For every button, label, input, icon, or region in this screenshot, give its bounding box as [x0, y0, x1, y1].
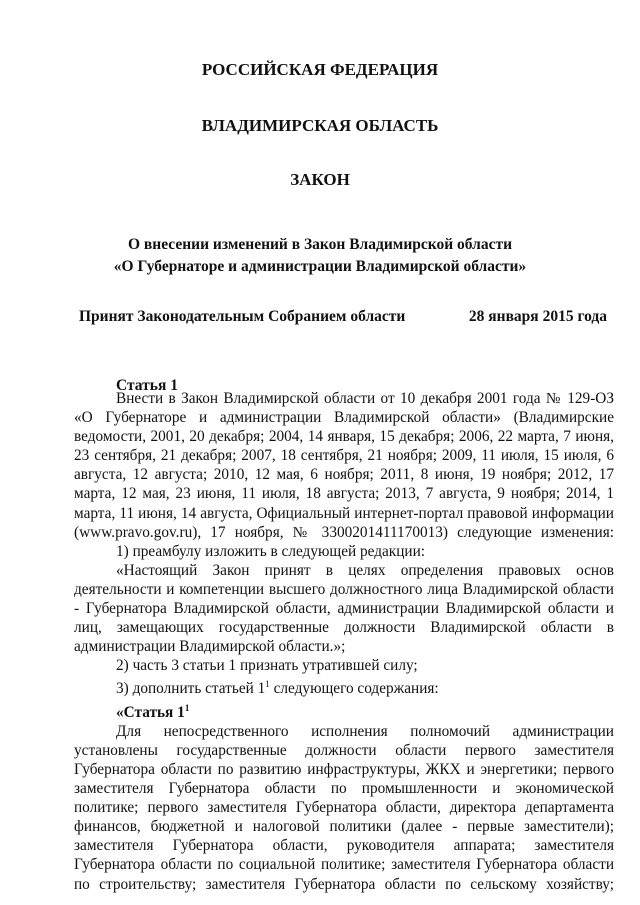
- text-fragment: 3) дополнить статьей 1: [116, 680, 266, 698]
- adoption-text: Принят Законодательным Собранием области: [79, 308, 406, 325]
- superscript: 1: [184, 702, 190, 713]
- text-line: по строительству; заместителя Губернатора области по сельскому хозяйству;: [74, 875, 614, 893]
- text-line: заместителя Губернатора области, руководителя аппарата; заместителя: [74, 837, 614, 855]
- text-line: марта, 12 мая, 23 июня, 11 июля, 18 августа; 2013, 7 августа, 9 ноября; 2014, 1: [74, 485, 614, 503]
- text-line: «О Губернаторе и администрации Владимирской области» (Владимирские: [74, 409, 614, 427]
- article-1-title: Статья 1: [116, 377, 178, 394]
- text-line: 2) часть 3 статьи 1 признать утратившей силу;: [116, 657, 418, 675]
- article-1-body: [74, 389, 614, 894]
- text-line: - Губернатора Владимирской области, администрации Владимирской области и: [74, 600, 614, 618]
- region-heading: ВЛАДИМИРСКАЯ ОБЛАСТЬ: [201, 116, 439, 135]
- text-line: августа, 12 августа; 2010, 12 мая, 6 ноября; 2011, 8 июня, 19 ноября; 2012, 17: [74, 466, 614, 484]
- text-line: Губернатора области по развитию инфраструктуры, ЖКХ и энергетики; первого: [74, 760, 614, 778]
- adoption-line: [79, 308, 607, 326]
- text-line: Губернатора области по социальной политике; заместителя Губернатора области: [74, 856, 614, 874]
- new-article-title: «Статья 1: [116, 703, 185, 721]
- federation-heading: РОССИЙСКАЯ ФЕДЕРАЦИЯ: [201, 60, 439, 79]
- text-line: ведомости, 2001, 20 декабря; 2004, 14 января, 15 декабря; 2006, 22 марта, 7 июня,: [74, 428, 614, 446]
- text-line: 1) преамбулу изложить в следующей редакции:: [116, 542, 426, 560]
- adoption-date: 28 января 2015 года: [468, 308, 607, 325]
- text-line: [74, 675, 614, 698]
- text-line: «Настоящий Закон принят в целях определения правовых основ: [116, 561, 614, 579]
- text-line: Внести в Закон Владимирской области от 10 декабря 2001 года № 129-ОЗ: [116, 390, 614, 407]
- text-line: [74, 699, 614, 722]
- subject-line-2: «О Губернаторе и администрации Владимирской области»: [113, 258, 527, 275]
- superscript: 1: [265, 679, 270, 690]
- text-line: Для непосредственного исполнения полномочий администрации: [116, 722, 614, 740]
- doc-type-heading: ЗАКОН: [290, 170, 350, 189]
- text-line: деятельности и компетенции высшего должностного лица Владимирской области: [74, 580, 614, 598]
- text-line: марта, 11 июня, 14 августа, Официальный интернет-портал правовой информации: [74, 504, 614, 522]
- text-fragment: следующего содержания:: [273, 680, 439, 698]
- text-line: 23 сентября, 21 декабря; 2007, 18 сентября, 21 ноября; 2009, 11 июля, 15 июля, 6: [74, 447, 614, 465]
- text-line: установлены государственные должности области первого заместителя: [74, 741, 614, 759]
- text-line: заместителя Губернатора области по промышленности и экономической: [74, 780, 614, 798]
- text-line: политике; первого заместителя Губернатора области, директора департамента: [74, 799, 614, 817]
- text-line: администрации Владимирской области.»;: [74, 638, 346, 656]
- subject-line-1: О внесении изменений в Закон Владимирской области: [127, 236, 513, 253]
- text-line: (www.pravo.gov.ru), 17 ноября, № 3300201411170013) следующие изменения:: [74, 523, 614, 541]
- text-line: лиц, замещающих государственные должности Владимирской области в: [74, 619, 614, 637]
- text-line: финансов, бюджетной и налоговой политики (далее - первые заместители);: [74, 818, 614, 836]
